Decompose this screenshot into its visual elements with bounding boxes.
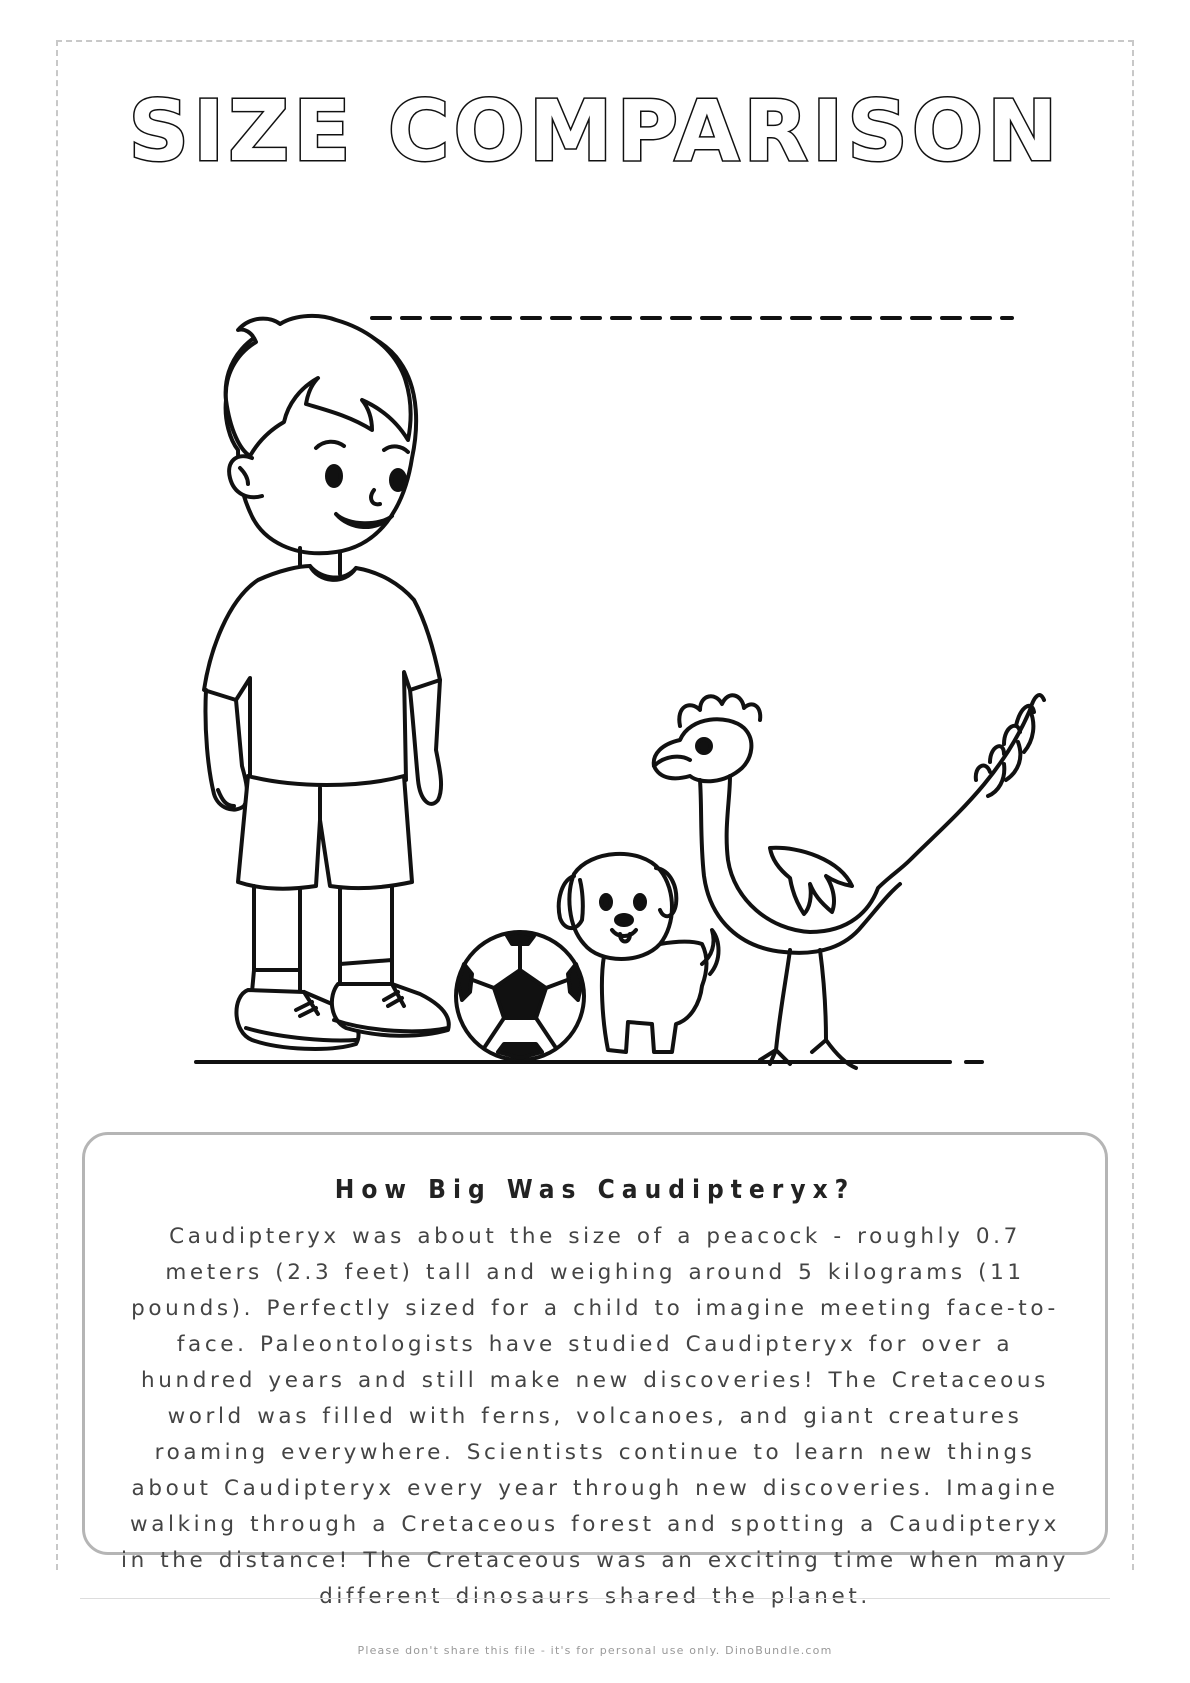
caudipteryx-dinosaur xyxy=(654,695,1044,1068)
boy-figure xyxy=(204,316,449,1049)
footer-notice: Please don't share this file - it's for personal use only. DinoBundle.com xyxy=(357,1644,833,1657)
footer-divider xyxy=(80,1598,1110,1599)
page-title: SIZE COMPARISON xyxy=(128,82,1062,180)
puppy xyxy=(559,854,719,1052)
info-heading: How Big Was Caudipteryx? xyxy=(334,1175,856,1205)
info-body-text: Caudipteryx was about the size of a peacock - roughly 0.7 meters (2.3 feet) tall and weighing around 5 kilograms (11 pounds). Perfectly sized for a child to imagine meeting face-to-face. Paleontologists have studied Caudipteryx for over a hundred years and still make new discoveries! The Cretaceous world was filled with ferns, volcanoes, and giant creatures roaming everywhere. Scientists continue to learn new things about Caudipteryx every year through new discoveries. Imagine walking through a Cretaceous forest and spotting a Caudipteryx in the distance! The Cretaceous was an exciting time when many different dinosaurs shared the planet. xyxy=(121,1224,1069,1609)
size-comparison-illustration xyxy=(0,280,1190,1100)
soccer-ball xyxy=(456,932,584,1060)
info-box xyxy=(82,1132,1108,1609)
